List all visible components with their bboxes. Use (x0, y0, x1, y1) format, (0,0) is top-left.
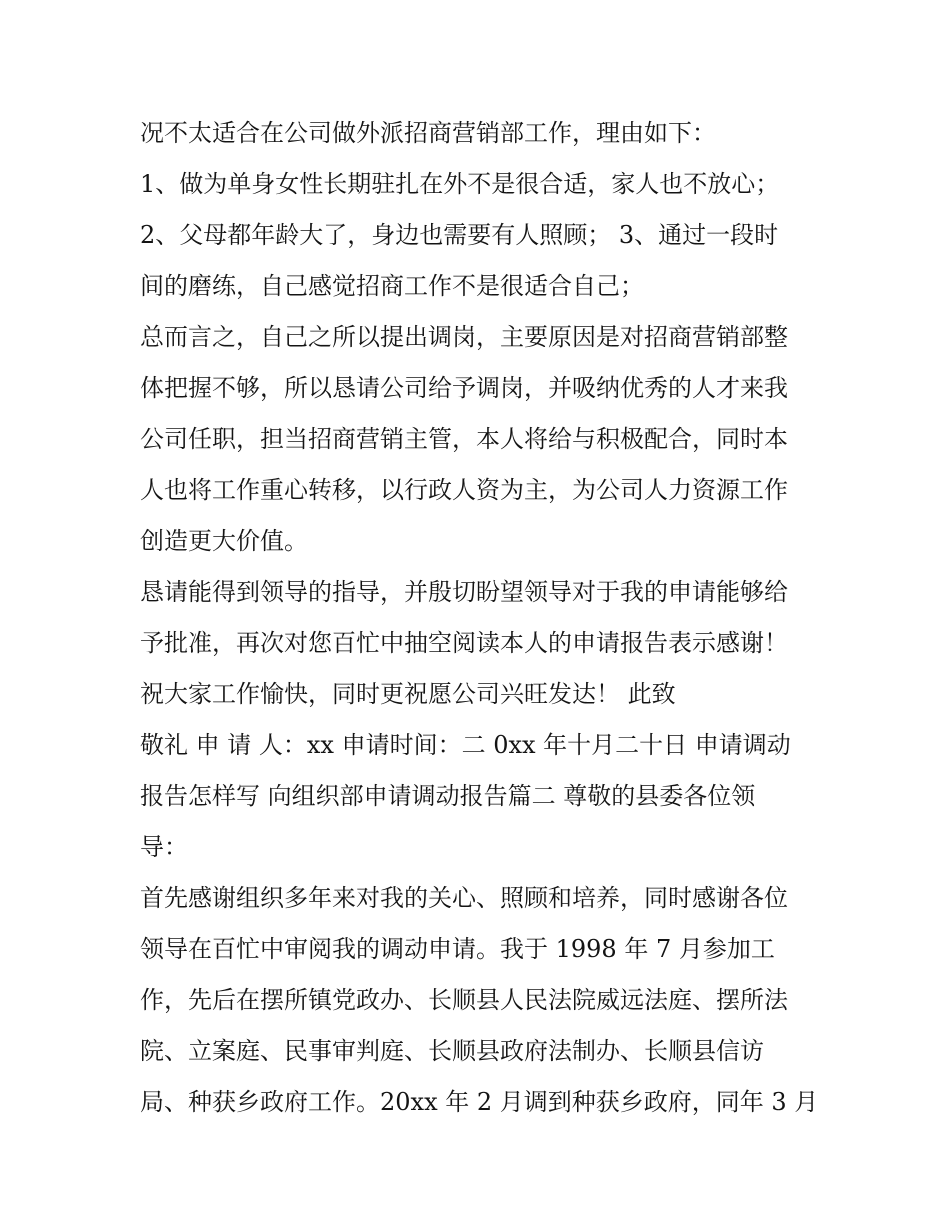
text-line-10: 恳请能得到领导的指导，并殷切盼望领导对于我的申请能够给 (140, 578, 788, 606)
text-line-19: 院、立案庭、民事审判庭、长顺县政府法制办、长顺县信访 (140, 1037, 764, 1065)
text-line-16: 首先感谢组织多年来对我的关心、照顾和培养，同时感谢各位 (140, 884, 788, 912)
text-line-13: 敬礼 申 请 人：xx 申请时间：二 0xx 年十月二十日 申请调动 (140, 731, 791, 759)
text-line-1: 况不太适合在公司做外派招商营销部工作，理由如下： (140, 119, 716, 147)
text-line-2: 1、做为单身女性长期驻扎在外不是很合适，家人也不放心； (140, 170, 780, 198)
text-line-14: 报告怎样写 向组织部申请调动报告篇二 尊敬的县委各位领 (140, 782, 756, 810)
text-line-9: 创造更大价值。 (140, 527, 308, 555)
text-line-5: 总而言之，自己之所以提出调岗，主要原因是对招商营销部整 (140, 323, 788, 351)
text-line-17: 领导在百忙中审阅我的调动申请。我于 1998 年 7 月参加工 (140, 935, 775, 963)
text-line-11: 予批准，再次对您百忙中抽空阅读本人的申请报告表示感谢！ (140, 629, 788, 657)
text-line-18: 作，先后在摆所镇党政办、长顺县人民法院威远法庭、摆所法 (140, 986, 788, 1014)
text-line-12: 祝大家工作愉快，同时更祝愿公司兴旺发达！ 此致 (140, 680, 676, 708)
text-line-7: 公司任职，担当招商营销主管，本人将给与积极配合，同时本 (140, 425, 788, 453)
text-line-15: 导： (140, 833, 188, 861)
text-line-6: 体把握不够，所以恳请公司给予调岗，并吸纳优秀的人才来我 (140, 374, 788, 402)
document-body (140, 108, 820, 1128)
text-line-3: 2、父母都年龄大了，身边也需要有人照顾； 3、通过一段时 (140, 221, 779, 249)
text-line-8: 人也将工作重心转移，以行政人资为主，为公司人力资源工作 (140, 476, 788, 504)
text-line-4: 间的磨练，自己感觉招商工作不是很适合自己； (140, 272, 644, 300)
text-line-20: 局、种获乡政府工作。20xx 年 2 月调到种获乡政府，同年 3 月 (140, 1088, 819, 1116)
